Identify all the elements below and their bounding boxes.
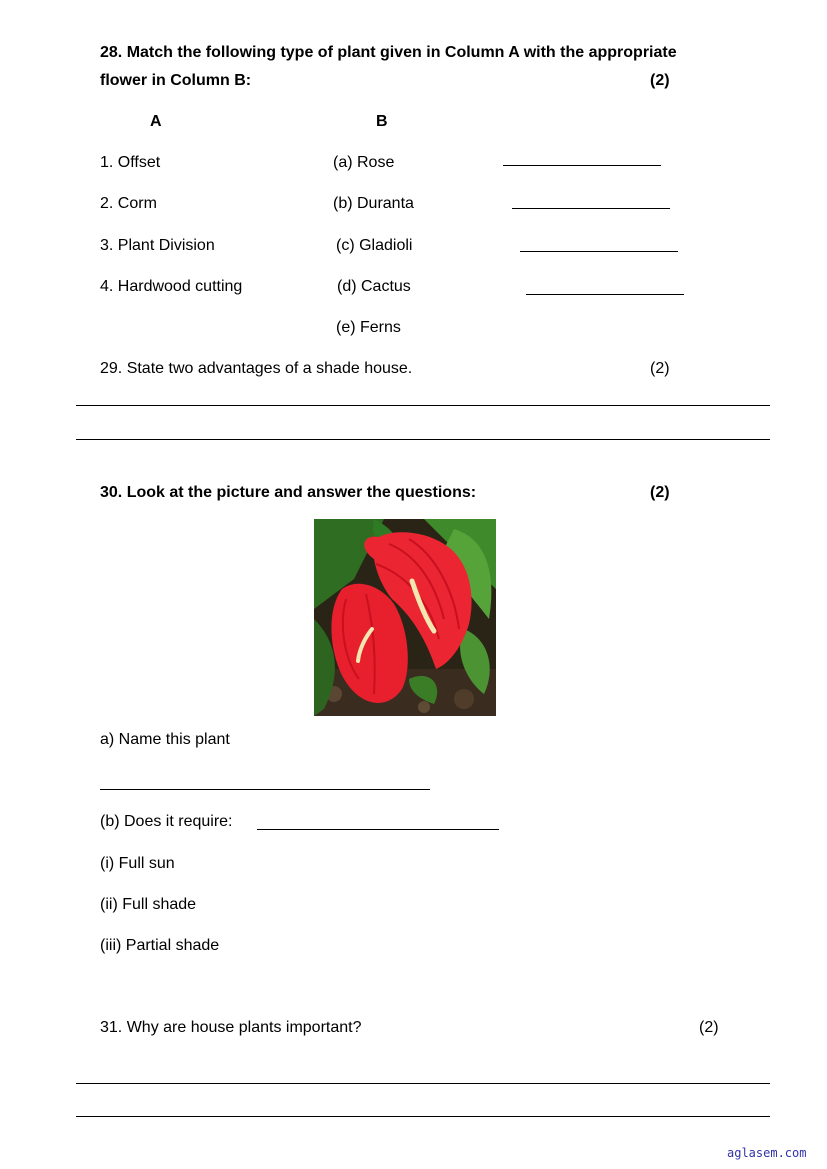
watermark-link[interactable]: aglasem.com — [727, 1146, 807, 1160]
answer-blank[interactable] — [503, 165, 661, 166]
q30-text: 30. Look at the picture and answer the questions: — [100, 484, 477, 501]
q31-text: 31. Why are house plants important? — [100, 1019, 362, 1036]
answer-blank[interactable] — [520, 251, 678, 252]
answer-line[interactable] — [76, 1083, 770, 1084]
answer-blank[interactable] — [526, 294, 684, 295]
answer-line[interactable] — [76, 405, 770, 406]
q30-option: (iii) Partial shade — [100, 937, 220, 954]
column-b-item: (d) Cactus — [337, 278, 411, 295]
q30-marks: (2) — [650, 484, 670, 501]
q28-text-line2: flower in Column B: — [100, 72, 252, 89]
q30-option: (ii) Full shade — [100, 896, 197, 913]
answer-line[interactable] — [76, 1116, 770, 1117]
q30-part-b: (b) Does it require: — [100, 813, 233, 830]
column-b-header: B — [376, 113, 388, 130]
q30-option: (i) Full sun — [100, 855, 175, 872]
column-a-item: 4. Hardwood cutting — [100, 278, 243, 295]
answer-blank[interactable] — [512, 208, 670, 209]
q30-part-a: a) Name this plant — [100, 731, 230, 748]
column-b-item: (b) Duranta — [333, 195, 414, 212]
answer-line[interactable] — [76, 439, 770, 440]
q28-text-line1: 28. Match the following type of plant given in Column A with the appropriate — [100, 44, 677, 61]
q31-marks: (2) — [699, 1019, 719, 1036]
column-a-header: A — [150, 113, 162, 130]
column-b-item: (c) Gladioli — [336, 237, 413, 254]
column-a-item: 3. Plant Division — [100, 237, 215, 254]
q29-text: 29. State two advantages of a shade house. — [100, 360, 413, 377]
answer-blank[interactable] — [257, 829, 499, 830]
column-a-item: 1. Offset — [100, 154, 161, 171]
column-a-item: 2. Corm — [100, 195, 157, 212]
q28-marks: (2) — [650, 72, 670, 89]
column-b-item: (a) Rose — [333, 154, 395, 171]
answer-blank[interactable] — [100, 789, 430, 790]
q29-marks: (2) — [650, 360, 670, 377]
anthurium-flower-image — [314, 519, 496, 716]
column-b-item: (e) Ferns — [336, 319, 401, 336]
